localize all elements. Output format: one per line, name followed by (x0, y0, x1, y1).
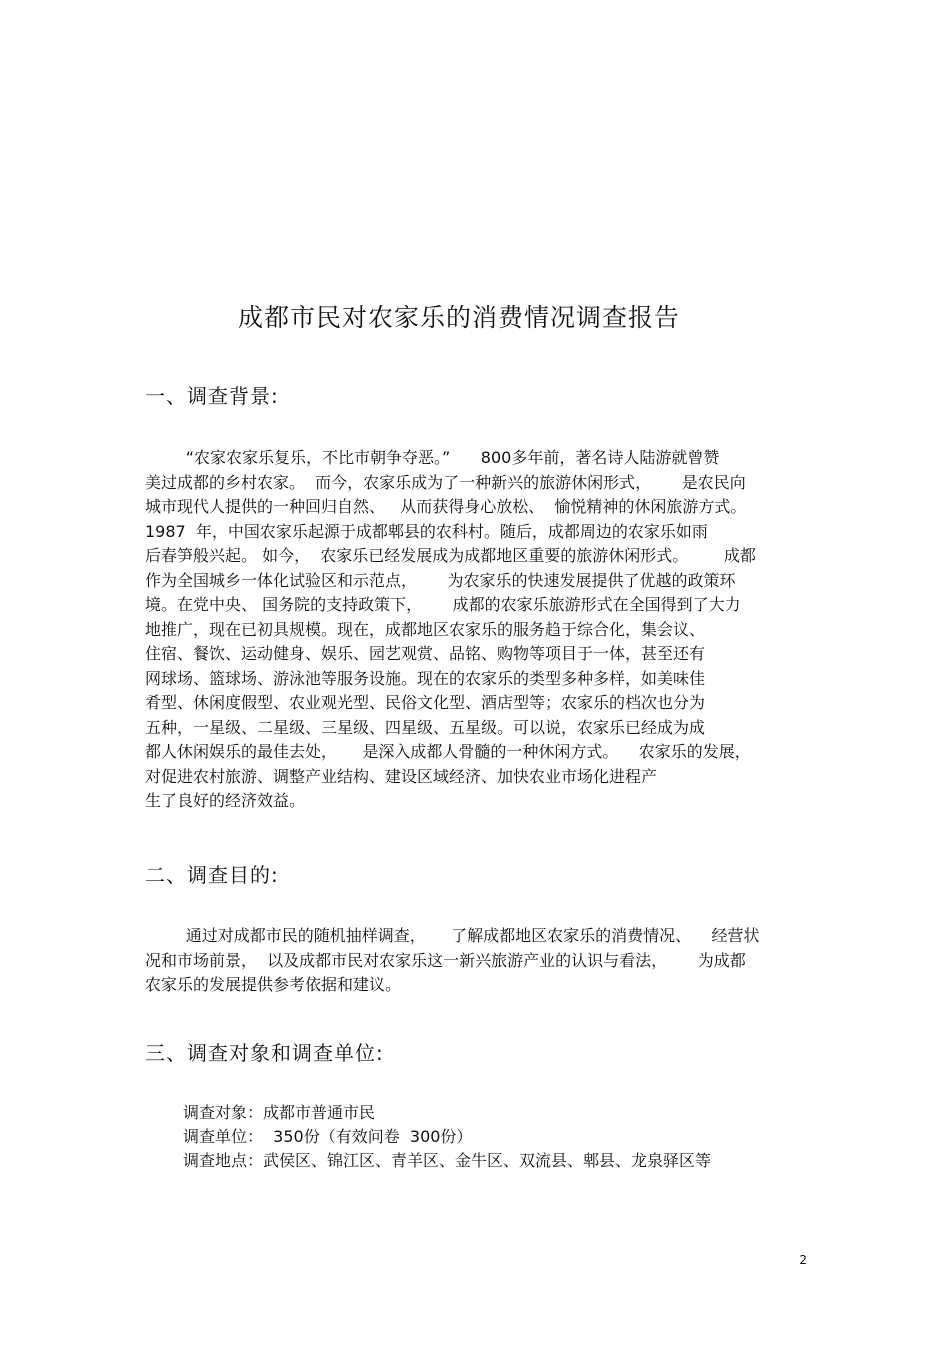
survey-unit-line: 调查单位： 350份（有效问卷 300份） (183, 1127, 473, 1146)
survey-location-line: 调查地点：武侯区、锦江区、青羊区、金牛区、双流县、郫县、龙泉驿区等 (183, 1151, 712, 1170)
paragraph-line: 作为全国城乡一体化试验区和示范点， 为农家乐的快速发展提供了优越的政策环 (145, 570, 736, 590)
section-body-purpose (145, 924, 815, 998)
paragraph-line: 城市现代人提供的一种回归自然、 从而获得身心放松、 愉悦精神的休闲旅游方式。 (145, 497, 747, 516)
survey-info-list (183, 1101, 711, 1173)
paragraph-line: 生了良好的经济效益。 (145, 791, 306, 810)
paragraph-line: 通过对成都市民的随机抽样调查， 了解成都地区农家乐的消费情况、 经营状 (145, 926, 760, 945)
paragraph-line: 境。在党中央、 国务院的支持政策下， 成都的农家乐旅游形式在全国得到了大力 (145, 595, 741, 614)
paragraph-line: 美过成都的乡村农家。 而今，农家乐成为了一种新兴的旅游休闲形式， 是农民向 (145, 472, 746, 492)
paragraph-line: 1987 年，中国农家乐起源于成都郫县的农科村。随后，成都周边的农家乐如雨 (145, 521, 708, 541)
paragraph-line: 都人休闲娱乐的最佳去处， 是深入成都人骨髓的一种休闲方式。 农家乐的发展， (145, 742, 751, 761)
paragraph-line: 对促进农村旅游、调整产业结构、建设区域经济、加快农业市场化进程产 (145, 766, 658, 786)
paragraph-line: 地推广，现在已初具规模。现在，成都地区农家乐的服务趋于综合化，集会议、 (145, 619, 706, 639)
document-title: 成都市民对农家乐的消费情况调查报告 (237, 303, 680, 332)
paragraph-line: 后春笋般兴起。 如今， 农家乐已经发展成为成都地区重要的旅游休闲形式。 成都 (145, 546, 756, 565)
page-number: 2 (799, 1253, 807, 1267)
paragraph-line: 农家乐的发展提供参考依据和建议。 (145, 975, 402, 994)
section-heading-subjects: 三、调查对象和调查单位: (145, 1041, 384, 1065)
paragraph-line: 肴型、休闲度假型、农业观光型、民俗文化型、酒店型等；农家乐的档次也分为 (145, 693, 706, 712)
paragraph-line: “农家农家乐复乐，不比市朝争夺恶。” 800多年前，著名诗人陆游就曾赞 (145, 448, 720, 467)
paragraph-line: 网球场、篮球场、游泳池等服务设施。现在的农家乐的类型多种多样，如美味佳 (145, 668, 706, 688)
survey-subject-line: 调查对象：成都市普通市民 (183, 1103, 376, 1122)
section-heading-background: 一、调查背景: (145, 384, 279, 408)
section-body-background (145, 446, 815, 814)
section-heading-purpose: 二、调查目的: (145, 863, 279, 887)
paragraph-line: 况和市场前景， 以及成都市民对农家乐这一新兴旅游产业的认识与看法， 为成都 (145, 950, 746, 970)
paragraph-line: 五种，一星级、二星级、三星级、四星级、五星级。可以说，农家乐已经成为成 (145, 717, 706, 737)
paragraph-line: 住宿、餐饮、运动健身、娱乐、园艺观赏、品铭、购物等项目于一体，甚至还有 (145, 644, 706, 663)
